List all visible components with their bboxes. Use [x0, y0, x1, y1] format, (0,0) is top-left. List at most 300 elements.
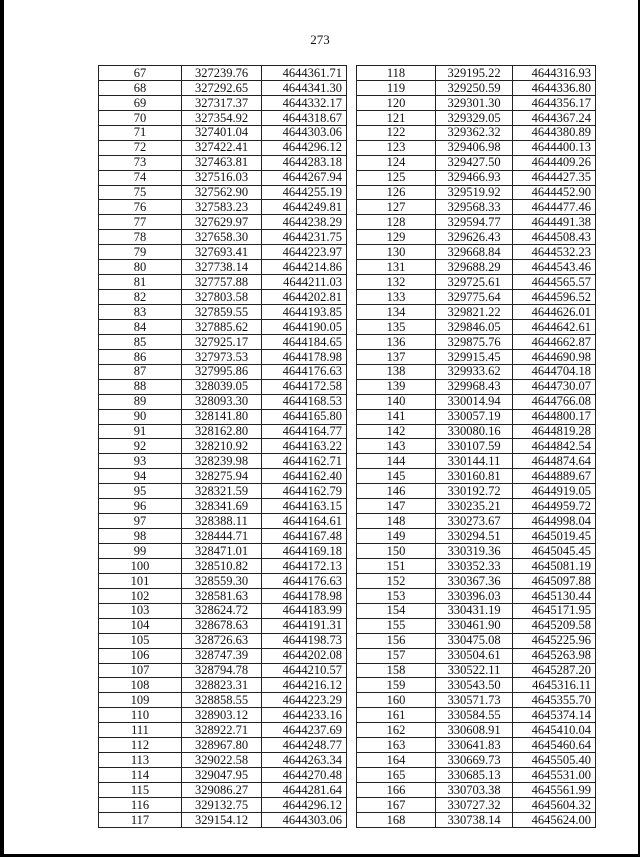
- point-number-cell: 79: [99, 245, 182, 260]
- y-coordinate-cell: 4644642.61: [513, 319, 596, 334]
- x-coordinate-cell: 327995.86: [182, 364, 262, 379]
- y-coordinate-cell: 4644270.48: [262, 768, 347, 783]
- point-number-cell: 114: [99, 768, 182, 783]
- point-number-cell: 119: [357, 80, 436, 95]
- table-row: [357, 110, 596, 125]
- x-coordinate-cell: 330543.50: [436, 678, 513, 693]
- y-coordinate-cell: 4644626.01: [513, 305, 596, 320]
- x-coordinate-cell: 328559.30: [182, 573, 262, 588]
- x-coordinate-cell: 330504.61: [436, 648, 513, 663]
- y-coordinate-cell: 4644332.17: [262, 95, 347, 110]
- y-coordinate-cell: 4644690.98: [513, 349, 596, 364]
- x-coordinate-cell: 328275.94: [182, 469, 262, 484]
- point-number-cell: 115: [99, 783, 182, 798]
- table-row: [357, 693, 596, 708]
- scan-edge-left: [0, 0, 4, 857]
- y-coordinate-cell: 4645374.14: [513, 708, 596, 723]
- y-coordinate-cell: 4644842.54: [513, 439, 596, 454]
- point-number-cell: 116: [99, 797, 182, 812]
- table-row: [99, 678, 347, 693]
- x-coordinate-cell: 328471.01: [182, 544, 262, 559]
- table-row: [357, 379, 596, 394]
- x-coordinate-cell: 329427.50: [436, 155, 513, 170]
- y-coordinate-cell: 4644998.04: [513, 514, 596, 529]
- y-coordinate-cell: 4644223.97: [262, 245, 347, 260]
- y-coordinate-cell: 4644164.61: [262, 514, 347, 529]
- y-coordinate-cell: 4644163.22: [262, 439, 347, 454]
- y-coordinate-cell: 4644164.77: [262, 424, 347, 439]
- point-number-cell: 164: [357, 753, 436, 768]
- point-number-cell: 130: [357, 245, 436, 260]
- point-number-cell: 158: [357, 663, 436, 678]
- point-number-cell: 95: [99, 484, 182, 499]
- point-number-cell: 137: [357, 349, 436, 364]
- y-coordinate-cell: 4644184.65: [262, 334, 347, 349]
- table-row: [357, 783, 596, 798]
- table-row: [99, 275, 347, 290]
- table-row: [357, 424, 596, 439]
- x-coordinate-cell: 327757.88: [182, 275, 262, 290]
- y-coordinate-cell: 4644565.57: [513, 275, 596, 290]
- point-number-cell: 168: [357, 812, 436, 827]
- table-row: [357, 648, 596, 663]
- y-coordinate-cell: 4644172.13: [262, 558, 347, 573]
- x-coordinate-cell: 329195.22: [436, 66, 513, 81]
- x-coordinate-cell: 328922.71: [182, 723, 262, 738]
- y-coordinate-cell: 4644167.48: [262, 529, 347, 544]
- point-number-cell: 81: [99, 275, 182, 290]
- x-coordinate-cell: 327354.92: [182, 110, 262, 125]
- y-coordinate-cell: 4644162.40: [262, 469, 347, 484]
- table-row: [99, 260, 347, 275]
- x-coordinate-cell: 330057.19: [436, 409, 513, 424]
- x-coordinate-cell: 329132.75: [182, 797, 262, 812]
- point-number-cell: 94: [99, 469, 182, 484]
- point-number-cell: 80: [99, 260, 182, 275]
- y-coordinate-cell: 4644596.52: [513, 290, 596, 305]
- point-number-cell: 138: [357, 364, 436, 379]
- x-coordinate-cell: 329250.59: [436, 80, 513, 95]
- table-row: [357, 349, 596, 364]
- point-number-cell: 134: [357, 305, 436, 320]
- x-coordinate-cell: 327516.03: [182, 170, 262, 185]
- x-coordinate-cell: 328341.69: [182, 499, 262, 514]
- point-number-cell: 122: [357, 125, 436, 140]
- table-row: [357, 529, 596, 544]
- y-coordinate-cell: 4644766.08: [513, 394, 596, 409]
- y-coordinate-cell: 4644874.64: [513, 454, 596, 469]
- x-coordinate-cell: 329875.76: [436, 334, 513, 349]
- point-number-cell: 101: [99, 573, 182, 588]
- y-coordinate-cell: 4644341.30: [262, 80, 347, 95]
- table-row: [99, 140, 347, 155]
- table-row: [99, 633, 347, 648]
- y-coordinate-cell: 4644477.46: [513, 200, 596, 215]
- point-number-cell: 96: [99, 499, 182, 514]
- point-number-cell: 120: [357, 95, 436, 110]
- table-row: [99, 544, 347, 559]
- y-coordinate-cell: 4644255.19: [262, 185, 347, 200]
- point-number-cell: 166: [357, 783, 436, 798]
- point-number-cell: 92: [99, 439, 182, 454]
- table-row: [357, 469, 596, 484]
- x-coordinate-cell: 329329.05: [436, 110, 513, 125]
- table-row: [99, 723, 347, 738]
- table-row: [357, 797, 596, 812]
- x-coordinate-cell: 329568.33: [436, 200, 513, 215]
- point-number-cell: 107: [99, 663, 182, 678]
- table-row: [99, 454, 347, 469]
- point-number-cell: 82: [99, 290, 182, 305]
- y-coordinate-cell: 4644356.17: [513, 95, 596, 110]
- y-coordinate-cell: 4644190.05: [262, 319, 347, 334]
- y-coordinate-cell: 4644183.99: [262, 603, 347, 618]
- table-row: [357, 364, 596, 379]
- x-coordinate-cell: 329725.61: [436, 275, 513, 290]
- y-coordinate-cell: 4644267.94: [262, 170, 347, 185]
- x-coordinate-cell: 330727.32: [436, 797, 513, 812]
- table-row: [357, 633, 596, 648]
- table-row: [357, 573, 596, 588]
- table-row: [99, 469, 347, 484]
- point-number-cell: 83: [99, 305, 182, 320]
- x-coordinate-cell: 327973.53: [182, 349, 262, 364]
- table-row: [99, 364, 347, 379]
- x-coordinate-cell: 327925.17: [182, 334, 262, 349]
- y-coordinate-cell: 4644800.17: [513, 409, 596, 424]
- x-coordinate-cell: 327463.81: [182, 155, 262, 170]
- point-number-cell: 146: [357, 484, 436, 499]
- point-number-cell: 121: [357, 110, 436, 125]
- point-number-cell: 104: [99, 618, 182, 633]
- point-number-cell: 131: [357, 260, 436, 275]
- y-coordinate-cell: 4644730.07: [513, 379, 596, 394]
- point-number-cell: 108: [99, 678, 182, 693]
- point-number-cell: 97: [99, 514, 182, 529]
- table-row: [357, 454, 596, 469]
- point-number-cell: 152: [357, 573, 436, 588]
- x-coordinate-cell: 328747.39: [182, 648, 262, 663]
- y-coordinate-cell: 4644202.08: [262, 648, 347, 663]
- table-row: [99, 290, 347, 305]
- x-coordinate-cell: 328858.55: [182, 693, 262, 708]
- table-row: [99, 394, 347, 409]
- table-row: [99, 185, 347, 200]
- table-row: [99, 708, 347, 723]
- point-number-cell: 102: [99, 588, 182, 603]
- y-coordinate-cell: 4645505.40: [513, 753, 596, 768]
- x-coordinate-cell: 327859.55: [182, 305, 262, 320]
- point-number-cell: 153: [357, 588, 436, 603]
- y-coordinate-cell: 4645171.95: [513, 603, 596, 618]
- table-row: [357, 140, 596, 155]
- y-coordinate-cell: 4644959.72: [513, 499, 596, 514]
- table-row: [99, 80, 347, 95]
- table-row: [99, 618, 347, 633]
- y-coordinate-cell: 4644367.24: [513, 110, 596, 125]
- x-coordinate-cell: 330192.72: [436, 484, 513, 499]
- x-coordinate-cell: 330431.19: [436, 603, 513, 618]
- point-number-cell: 151: [357, 558, 436, 573]
- y-coordinate-cell: 4644168.53: [262, 394, 347, 409]
- x-coordinate-cell: 329915.45: [436, 349, 513, 364]
- table-row: [99, 529, 347, 544]
- x-coordinate-cell: 328823.31: [182, 678, 262, 693]
- y-coordinate-cell: 4644281.64: [262, 783, 347, 798]
- point-number-cell: 76: [99, 200, 182, 215]
- y-coordinate-cell: 4645045.45: [513, 544, 596, 559]
- y-coordinate-cell: 4644427.35: [513, 170, 596, 185]
- x-coordinate-cell: 329626.43: [436, 230, 513, 245]
- table-row: [357, 663, 596, 678]
- y-coordinate-cell: 4644543.46: [513, 260, 596, 275]
- y-coordinate-cell: 4645097.88: [513, 573, 596, 588]
- table-row: [357, 170, 596, 185]
- point-number-cell: 157: [357, 648, 436, 663]
- y-coordinate-cell: 4645624.00: [513, 812, 596, 827]
- table-row: [357, 260, 596, 275]
- table-row: [357, 603, 596, 618]
- point-number-cell: 111: [99, 723, 182, 738]
- point-number-cell: 89: [99, 394, 182, 409]
- point-number-cell: 117: [99, 812, 182, 827]
- point-number-cell: 128: [357, 215, 436, 230]
- coordinates-table-right: [356, 65, 596, 828]
- y-coordinate-cell: 4644508.43: [513, 230, 596, 245]
- y-coordinate-cell: 4645561.99: [513, 783, 596, 798]
- y-coordinate-cell: 4644216.12: [262, 678, 347, 693]
- y-coordinate-cell: 4644249.81: [262, 200, 347, 215]
- table-row: [99, 783, 347, 798]
- y-coordinate-cell: 4644178.98: [262, 588, 347, 603]
- x-coordinate-cell: 329821.22: [436, 305, 513, 320]
- x-coordinate-cell: 330352.33: [436, 558, 513, 573]
- point-number-cell: 70: [99, 110, 182, 125]
- x-coordinate-cell: 327292.65: [182, 80, 262, 95]
- point-number-cell: 145: [357, 469, 436, 484]
- y-coordinate-cell: 4644162.71: [262, 454, 347, 469]
- point-number-cell: 77: [99, 215, 182, 230]
- point-number-cell: 148: [357, 514, 436, 529]
- y-coordinate-cell: 4645531.00: [513, 768, 596, 783]
- y-coordinate-cell: 4644919.05: [513, 484, 596, 499]
- x-coordinate-cell: 329022.58: [182, 753, 262, 768]
- table-row: [357, 753, 596, 768]
- point-number-cell: 126: [357, 185, 436, 200]
- table-row: [357, 185, 596, 200]
- point-number-cell: 147: [357, 499, 436, 514]
- point-number-cell: 106: [99, 648, 182, 663]
- y-coordinate-cell: 4645209.58: [513, 618, 596, 633]
- x-coordinate-cell: 330641.83: [436, 738, 513, 753]
- x-coordinate-cell: 327317.37: [182, 95, 262, 110]
- table-row: [357, 738, 596, 753]
- x-coordinate-cell: 329406.98: [436, 140, 513, 155]
- table-row: [99, 648, 347, 663]
- table-row: [357, 245, 596, 260]
- y-coordinate-cell: 4645604.32: [513, 797, 596, 812]
- x-coordinate-cell: 330080.16: [436, 424, 513, 439]
- table-row: [99, 558, 347, 573]
- table-row: [99, 334, 347, 349]
- table-row: [357, 155, 596, 170]
- point-number-cell: 78: [99, 230, 182, 245]
- y-coordinate-cell: 4644162.79: [262, 484, 347, 499]
- table-row: [357, 409, 596, 424]
- point-number-cell: 68: [99, 80, 182, 95]
- table-row: [99, 305, 347, 320]
- point-number-cell: 91: [99, 424, 182, 439]
- y-coordinate-cell: 4644191.31: [262, 618, 347, 633]
- y-coordinate-cell: 4644263.34: [262, 753, 347, 768]
- x-coordinate-cell: 329668.84: [436, 245, 513, 260]
- table-row: [357, 95, 596, 110]
- table-row: [99, 245, 347, 260]
- y-coordinate-cell: 4644237.69: [262, 723, 347, 738]
- table-row: [99, 514, 347, 529]
- point-number-cell: 112: [99, 738, 182, 753]
- point-number-cell: 155: [357, 618, 436, 633]
- y-coordinate-cell: 4645081.19: [513, 558, 596, 573]
- x-coordinate-cell: 330396.03: [436, 588, 513, 603]
- x-coordinate-cell: 329086.27: [182, 783, 262, 798]
- point-number-cell: 93: [99, 454, 182, 469]
- x-coordinate-cell: 328624.72: [182, 603, 262, 618]
- y-coordinate-cell: 4644223.29: [262, 693, 347, 708]
- point-number-cell: 162: [357, 723, 436, 738]
- table-row: [357, 319, 596, 334]
- point-number-cell: 125: [357, 170, 436, 185]
- point-number-cell: 143: [357, 439, 436, 454]
- x-coordinate-cell: 330703.38: [436, 783, 513, 798]
- table-row: [357, 544, 596, 559]
- x-coordinate-cell: 328388.11: [182, 514, 262, 529]
- table-row: [357, 439, 596, 454]
- y-coordinate-cell: 4644198.73: [262, 633, 347, 648]
- y-coordinate-cell: 4645130.44: [513, 588, 596, 603]
- table-row: [357, 768, 596, 783]
- y-coordinate-cell: 4644283.18: [262, 155, 347, 170]
- x-coordinate-cell: 330461.90: [436, 618, 513, 633]
- y-coordinate-cell: 4644165.80: [262, 409, 347, 424]
- table-row: [99, 499, 347, 514]
- x-coordinate-cell: 327803.58: [182, 290, 262, 305]
- y-coordinate-cell: 4644491.38: [513, 215, 596, 230]
- table-row: [99, 409, 347, 424]
- x-coordinate-cell: 328726.63: [182, 633, 262, 648]
- x-coordinate-cell: 329519.92: [436, 185, 513, 200]
- y-coordinate-cell: 4644361.71: [262, 66, 347, 81]
- table-row: [99, 797, 347, 812]
- point-number-cell: 85: [99, 334, 182, 349]
- x-coordinate-cell: 330014.94: [436, 394, 513, 409]
- x-coordinate-cell: 329775.64: [436, 290, 513, 305]
- table-row: [357, 394, 596, 409]
- x-coordinate-cell: 327583.23: [182, 200, 262, 215]
- table-row: [357, 200, 596, 215]
- point-number-cell: 72: [99, 140, 182, 155]
- y-coordinate-cell: 4644316.93: [513, 66, 596, 81]
- table-row: [357, 80, 596, 95]
- table-row: [357, 588, 596, 603]
- table-row: [99, 66, 347, 81]
- point-number-cell: 135: [357, 319, 436, 334]
- point-number-cell: 71: [99, 125, 182, 140]
- x-coordinate-cell: 327629.97: [182, 215, 262, 230]
- table-row: [357, 275, 596, 290]
- point-number-cell: 139: [357, 379, 436, 394]
- point-number-cell: 100: [99, 558, 182, 573]
- y-coordinate-cell: 4645410.04: [513, 723, 596, 738]
- x-coordinate-cell: 329933.62: [436, 364, 513, 379]
- point-number-cell: 98: [99, 529, 182, 544]
- x-coordinate-cell: 328321.59: [182, 484, 262, 499]
- point-number-cell: 67: [99, 66, 182, 81]
- table-row: [357, 484, 596, 499]
- point-number-cell: 133: [357, 290, 436, 305]
- x-coordinate-cell: 329846.05: [436, 319, 513, 334]
- table-row: [99, 693, 347, 708]
- y-coordinate-cell: 4645287.20: [513, 663, 596, 678]
- table-row: [99, 484, 347, 499]
- y-coordinate-cell: 4644819.28: [513, 424, 596, 439]
- table-row: [357, 678, 596, 693]
- x-coordinate-cell: 330522.11: [436, 663, 513, 678]
- table-row: [357, 215, 596, 230]
- x-coordinate-cell: 328903.12: [182, 708, 262, 723]
- x-coordinate-cell: 330367.36: [436, 573, 513, 588]
- y-coordinate-cell: 4644303.06: [262, 812, 347, 827]
- point-number-cell: 109: [99, 693, 182, 708]
- point-number-cell: 160: [357, 693, 436, 708]
- table-row: [99, 738, 347, 753]
- point-number-cell: 163: [357, 738, 436, 753]
- x-coordinate-cell: 328210.92: [182, 439, 262, 454]
- y-coordinate-cell: 4644169.18: [262, 544, 347, 559]
- table-row: [357, 290, 596, 305]
- point-number-cell: 161: [357, 708, 436, 723]
- point-number-cell: 165: [357, 768, 436, 783]
- x-coordinate-cell: 328162.80: [182, 424, 262, 439]
- table-row: [99, 155, 347, 170]
- y-coordinate-cell: 4645263.98: [513, 648, 596, 663]
- x-coordinate-cell: 328239.98: [182, 454, 262, 469]
- y-coordinate-cell: 4644889.67: [513, 469, 596, 484]
- table-row: [99, 573, 347, 588]
- point-number-cell: 144: [357, 454, 436, 469]
- x-coordinate-cell: 329688.29: [436, 260, 513, 275]
- y-coordinate-cell: 4644662.87: [513, 334, 596, 349]
- table-row: [99, 170, 347, 185]
- table-row: [99, 768, 347, 783]
- x-coordinate-cell: 330475.08: [436, 633, 513, 648]
- point-number-cell: 75: [99, 185, 182, 200]
- point-number-cell: 105: [99, 633, 182, 648]
- x-coordinate-cell: 328510.82: [182, 558, 262, 573]
- x-coordinate-cell: 329362.32: [436, 125, 513, 140]
- x-coordinate-cell: 330669.73: [436, 753, 513, 768]
- x-coordinate-cell: 328039.05: [182, 379, 262, 394]
- x-coordinate-cell: 327658.30: [182, 230, 262, 245]
- x-coordinate-cell: 328794.78: [182, 663, 262, 678]
- x-coordinate-cell: 328581.63: [182, 588, 262, 603]
- y-coordinate-cell: 4644172.58: [262, 379, 347, 394]
- x-coordinate-cell: 330571.73: [436, 693, 513, 708]
- x-coordinate-cell: 328141.80: [182, 409, 262, 424]
- point-number-cell: 129: [357, 230, 436, 245]
- x-coordinate-cell: 327738.14: [182, 260, 262, 275]
- y-coordinate-cell: 4644409.26: [513, 155, 596, 170]
